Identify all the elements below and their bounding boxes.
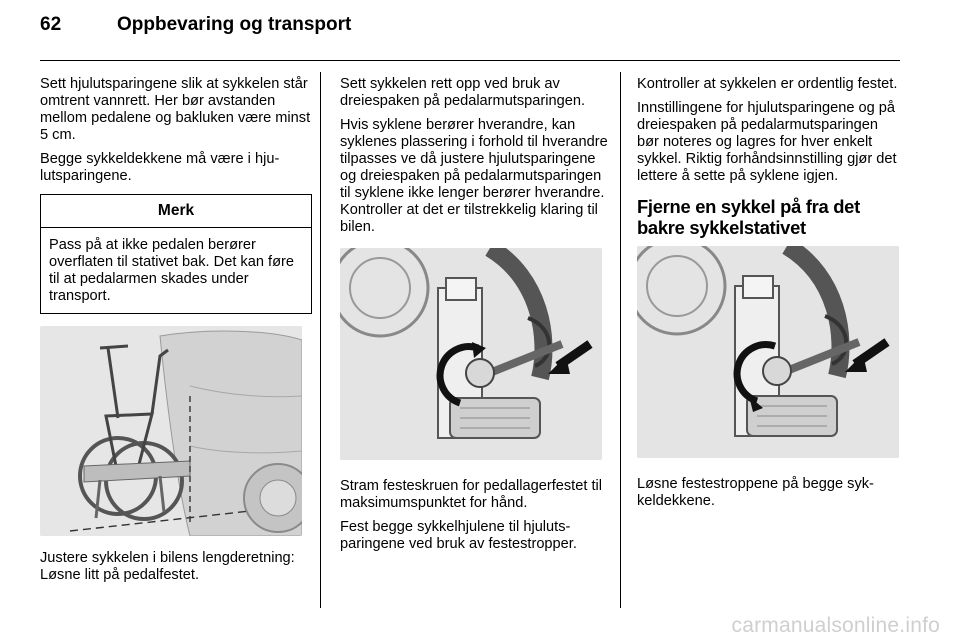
- pedal-mount-loosen-illustration: [637, 246, 899, 458]
- page-number: 62: [40, 14, 62, 35]
- paragraph: Justere sykkelen i bilens lengderetning: Løsne litt på pedalfestet.: [40, 550, 295, 583]
- column-divider: [620, 72, 621, 608]
- pedal-mount-tighten-illustration: [340, 248, 602, 460]
- bicycle-on-rear-carrier-illustration: [40, 326, 302, 536]
- paragraph: Sett hjulutsparingene slik at sykkelen står omtrent vannrett. Her bør avstanden mellom pedalene og bakluken være minst 5 cm.: [40, 76, 311, 143]
- paragraph: Kontroller at sykkelen er ordentlig festet.: [637, 76, 898, 92]
- section-heading: Fjerne en sykkel på fra det bakre sykkelstativet: [637, 196, 860, 238]
- paragraph: Fest begge sykkelhjulene til hjulutsparingene ved bruk av festestropper.: [340, 519, 577, 552]
- column-1: [40, 76, 312, 591]
- note-title: Merk: [41, 195, 311, 228]
- note-text: Pass på at ikke pedalen berører overflaten til stativet bak. Det kan føre til at pedalarmen skades under transport.: [49, 237, 294, 304]
- page-title: Oppbevaring og transport: [117, 14, 352, 35]
- paragraph: Innstillingene for hjulutsparingene og på dreiespaken på pedalarmutsparingen bør noteres og lagres for hver enkelt sykkel. Riktig forhåndsinnstilling gjør det lettere å sette på syklene igjen.: [637, 100, 897, 184]
- header-rule: [40, 60, 900, 61]
- column-3: [637, 76, 903, 517]
- paragraph: Begge sykkeldekkene må være i hjulutsparingene.: [40, 151, 280, 184]
- watermark: carmanualsonline.info: [731, 614, 940, 637]
- paragraph: Hvis syklene berører hverandre, kan syklenes plassering i forhold til hverandre tilpasses ve då justere hjulutsparingene og dreiespaken på pedalarmutsparingen til syklene ikke lenger berører hverandre. Kontroller at det er tilstrekkelig klaring til bilen.: [340, 117, 608, 235]
- paragraph: Stram festeskruen for pedallagerfestet til maksimumspunktet for hånd.: [340, 478, 603, 511]
- column-2: [340, 76, 612, 560]
- paragraph: Sett sykkelen rett opp ved bruk av dreiespaken på pedalarmutsparingen.: [340, 76, 586, 109]
- paragraph: Løsne festestroppene på begge sykkeldekkene.: [637, 476, 874, 509]
- column-divider: [320, 72, 321, 608]
- note-box: [40, 194, 312, 314]
